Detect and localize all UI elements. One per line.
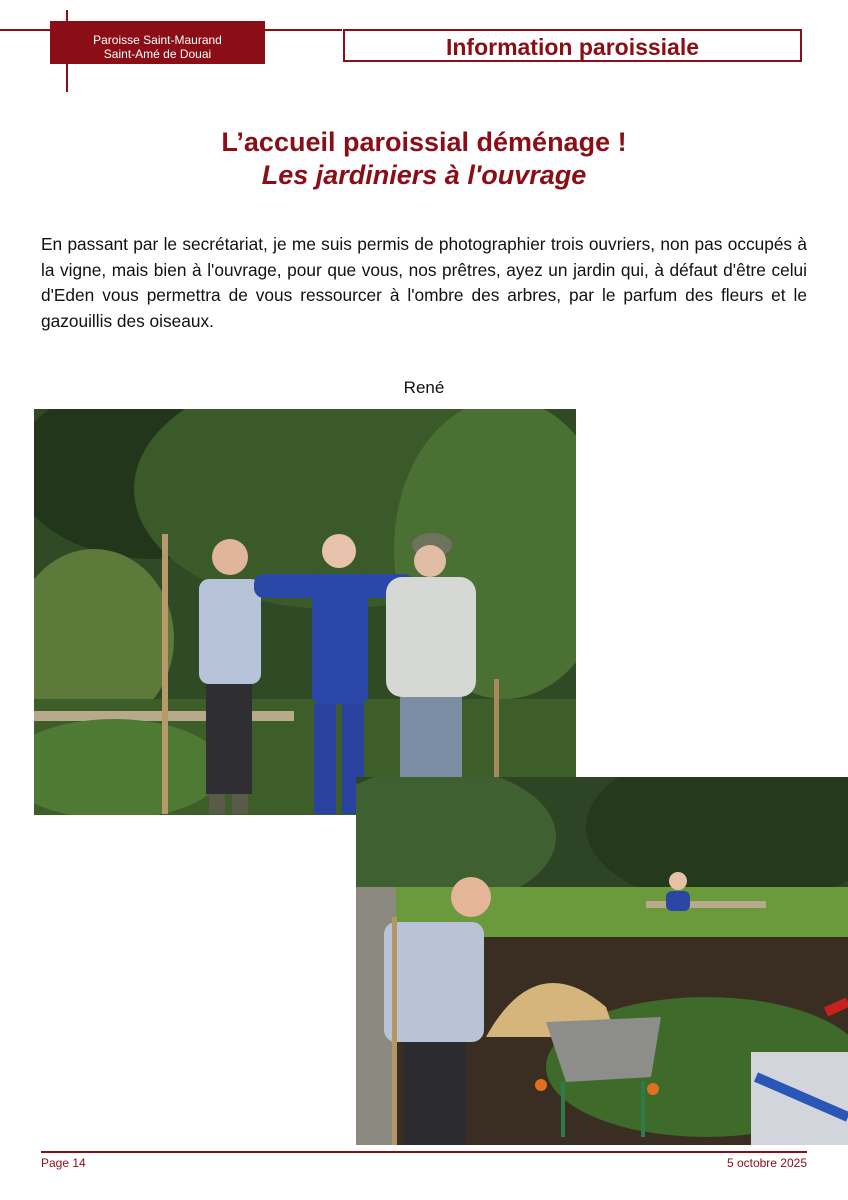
section-title: Information paroissiale — [445, 34, 700, 60]
article-title: L’accueil paroissial déménage ! — [221, 127, 627, 157]
page-number: Page 14 — [41, 1156, 86, 1170]
photo-gardener-wheelbarrow — [356, 777, 848, 1145]
article-subtitle: Les jardiniers à l'ouvrage — [261, 160, 587, 190]
publication-date: 5 octobre 2025 — [726, 1156, 807, 1170]
photo-three-gardeners — [34, 409, 576, 815]
parish-name-line2: Saint-Amé de Douai — [103, 47, 212, 61]
section-title-box — [343, 29, 802, 62]
parish-logo — [50, 21, 265, 64]
article-body: En passant par le secrétariat, je me suis permis de photographier trois ouvriers, non pas occupés à la vigne, mais bien à l'ouvrage, pour que vous, nos prêtres, ayez un jardin qui, à défaut d'être celui d'Eden vous permettra de vous ressourcer à l'ombre des arbres, par le parfum des fleurs et le gazouillis des oiseaux. — [41, 234, 807, 331]
parish-name-line1: Paroisse Saint-Maurand — [93, 33, 222, 47]
footer-rule — [41, 1151, 807, 1153]
cross-vertical-rule — [66, 10, 68, 92]
article-author: René — [403, 378, 445, 397]
